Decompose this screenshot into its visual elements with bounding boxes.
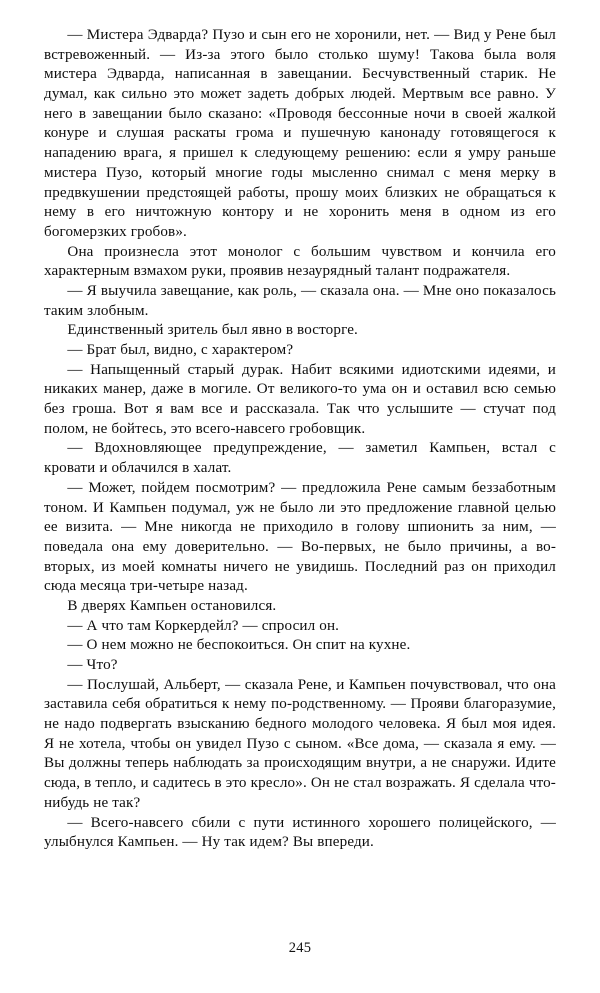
paragraph: — Я выучила завещание, как роль, — сказала она. — Мне оно показалось таким злобным. (44, 282, 556, 319)
paragraph: — А что там Коркердейл? — спросил он. (67, 617, 340, 634)
paragraph: — Вдохновляющее предупреждение, — заметил Кампьен, встал с кровати и облачился в халат. (44, 440, 556, 477)
paragraph: Единственный зритель был явно в восторге. (67, 322, 358, 339)
paragraph: — Что? (67, 657, 118, 673)
paragraph: — Мистера Эдварда? Пузо и сын его не хоронили, нет. — Вид у Рене был встревоженный. — Из-за этого было столько шуму! Такова была воля мистера Эдварда, написанная в завещании. Бесчувственный старик. Не думал, как сильно это может задеть добрых людей. Мертвым все равно. У него в завещании было сказано: «Проводя бессонные ночи в своей жалкой конуре и слушая раскаты грома и пушечную канонаду готовящегося к нападению врага, я пришел к следующему решению: если я умру раньше мистера Пузо, который многие годы мысленно снимал с меня мерку в предвкушении предстоящей работы, прошу моих близких не обращаться к нему в его ничтожную контору и не хоронить меня в одном из его богомерзких гробов». (44, 27, 556, 240)
paragraph: — О нем можно не беспокоиться. Он спит на кухне. (67, 637, 411, 654)
page-body (44, 26, 556, 853)
paragraph: — Напыщенный старый дурак. Набит всякими идиотскими идеями, и никаких манер, даже в могиле. От великого-то ума он и оставил всю семью без гроша. Вот я вам все и рассказала. Так что услышите — стучат под полом, не бойтесь, это всего-навсего гробовщик. (44, 361, 556, 437)
page-number: 245 (288, 940, 312, 956)
paragraph: — Послушай, Альберт, — сказала Рене, и Кампьен почувствовал, что она заставила себя обратиться к нему по-родственному. — Прояви благоразумие, не надо подвергать взысканию бедного молодого человека. Я был моя идея. Я не хотела, чтобы он увидел Пузо с сыном. «Все дома, — сказала я ему. — Вы должны теперь наблюдать за происходящим внутри, а не снаружи. Идите сюда, в тепло, и садитесь в это кресло». Он не стал возражать. Я сделала что-нибудь не так? (44, 676, 556, 811)
paragraph: — Брат был, видно, с характером? (67, 342, 294, 358)
paragraph: Она произнесла этот монолог с большим чувством и кончила его характерным взмахом руки, проявив незаурядный талант подражателя. (44, 243, 556, 280)
paragraph: — Всего-навсего сбили с пути истинного хорошего полицейского, — улыбнулся Кампьен. — Ну так идем? Вы впереди. (44, 814, 556, 851)
paragraph: В дверях Кампьен остановился. (67, 597, 277, 614)
paragraph: — Может, пойдем посмотрим? — предложила Рене самым беззаботным тоном. И Кампьен подумал, уж не было ли это предложение главной целью ее визита. — Мне никогда не приходило в голову шпионить за ним, — поведала она ему доверительно. — Во-первых, не было причины, а во-вторых, из моей комнаты ничего не увидишь. Последний раз он приходил сюда месяца три-четыре назад. (44, 479, 556, 595)
